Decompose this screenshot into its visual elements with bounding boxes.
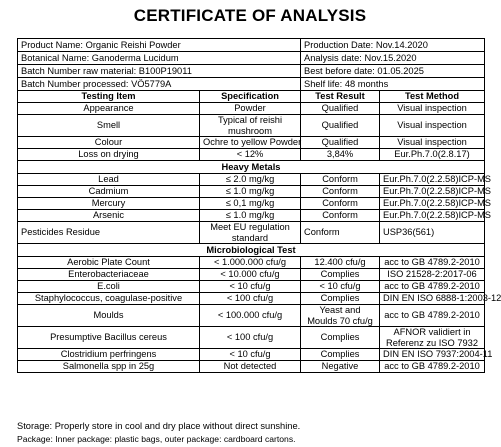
best-before-date: Best before date: 01.05.2025 [301, 65, 485, 78]
cell-item: Colour [18, 137, 200, 149]
column-header-item: Testing Item [18, 91, 200, 103]
info-row [18, 65, 485, 78]
table-row [18, 269, 485, 281]
cell-result: Conform [301, 198, 380, 210]
cell-result: Conform [301, 210, 380, 222]
section-heavy-metals [18, 161, 485, 174]
analysis-table [17, 38, 501, 373]
section-title: Heavy Metals [18, 161, 485, 174]
cell-result: < 10 cfu/g [301, 281, 380, 293]
cell-spec: < 10.000 cfu/g [200, 269, 301, 281]
cell-spec: Powder [200, 103, 301, 115]
cell-method: acc to GB 4789.2-2010 [380, 257, 485, 269]
shelf-life: Shelf life: 48 months [301, 78, 485, 91]
cell-item: Moulds [18, 305, 200, 327]
cell-item: Loss on drying [18, 149, 200, 161]
cell-method: acc to GB 4789.2-2010 [380, 281, 485, 293]
cell-result: Conform [301, 186, 380, 198]
cell-spec: < 12% [200, 149, 301, 161]
table-row [18, 137, 485, 149]
cell-spec: Typical of reishi mushroom [200, 115, 301, 137]
cell-result: Qualified [301, 115, 380, 137]
table-row [18, 103, 485, 115]
table-row [18, 257, 485, 269]
column-header-result: Test Result [301, 91, 380, 103]
cell-spec: Ochre to yellow Powder [200, 137, 301, 149]
cell-item: Pesticides Residue [18, 222, 200, 244]
cell-method: Visual inspection [380, 115, 485, 137]
cell-spec: ≤ 1.0 mg/kg [200, 210, 301, 222]
table-row [18, 198, 485, 210]
cell-method: AFNOR validiert in Referenz zu ISO 7932 [380, 327, 485, 349]
cell-result: Qualified [301, 103, 380, 115]
cell-method: acc to GB 4789.2-2010 [380, 305, 485, 327]
cell-result: Negative [301, 361, 380, 373]
cell-method: ISO 21528-2:2017-06 [380, 269, 485, 281]
cell-method: Eur.Ph.7.0(2.2.58)ICP-MS [380, 186, 485, 198]
table-row-pesticides [18, 222, 485, 244]
cell-method: Eur.Ph.7.0(2.2.58)ICP-MS [380, 210, 485, 222]
cell-item: Smell [18, 115, 200, 137]
cell-result: 12.400 cfu/g [301, 257, 380, 269]
table-row [18, 349, 485, 361]
batch-raw: Batch Number raw material: B100P19011 [18, 65, 301, 78]
table-row [18, 361, 485, 373]
package-note: Package: Inner package: plastic bags, outer package: cardboard cartons. [17, 434, 296, 444]
cell-spec: ≤ 1.0 mg/kg [200, 186, 301, 198]
cell-spec: < 100 cfu/g [200, 293, 301, 305]
table-row [18, 281, 485, 293]
cell-item: Arsenic [18, 210, 200, 222]
cell-method: Visual inspection [380, 137, 485, 149]
cell-item: Lead [18, 174, 200, 186]
cell-spec: < 100 cfu/g [200, 327, 301, 349]
table-row [18, 149, 485, 161]
cell-item: Salmonella spp in 25g [18, 361, 200, 373]
cell-method: acc to GB 4789.2-2010 [380, 361, 485, 373]
cell-item: Clostridium perfringens [18, 349, 200, 361]
cell-spec: < 1.000.000 cfu/g [200, 257, 301, 269]
info-row [18, 78, 485, 91]
cell-result: Complies [301, 327, 380, 349]
cell-method: Eur.Ph.7.0(2.2.58)ICP-MS [380, 174, 485, 186]
production-date: Production Date: Nov.14.2020 [301, 39, 485, 52]
cell-item: E.coli [18, 281, 200, 293]
cell-item: Aerobic Plate Count [18, 257, 200, 269]
cell-method: Eur.Ph.7.0(2.2.58)ICP-MS [380, 198, 485, 210]
cell-result: 3,84% [301, 149, 380, 161]
cell-spec: ≤ 2.0 mg/kg [200, 174, 301, 186]
table-row [18, 293, 485, 305]
cell-item: Staphylococcus, coagulase-positive [18, 293, 200, 305]
cell-spec: Not detected [200, 361, 301, 373]
cell-spec: Meet EU regulation standard [200, 222, 301, 244]
cell-spec: < 100.000 cfu/g [200, 305, 301, 327]
column-header-spec: Specification [200, 91, 301, 103]
storage-note: Storage: Properly store in cool and dry place without direct sunshine. [17, 421, 301, 431]
column-header-method: Test Method [380, 91, 485, 103]
cell-method: Visual inspection [380, 103, 485, 115]
cell-result: Conform [301, 174, 380, 186]
cell-result: Complies [301, 293, 380, 305]
cell-result: Complies [301, 349, 380, 361]
table-row [18, 186, 485, 198]
cell-spec: ≤ 0,1 mg/kg [200, 198, 301, 210]
cell-item: Mercury [18, 198, 200, 210]
table-row [18, 327, 485, 349]
table-row [18, 305, 485, 327]
section-title: Microbiological Test [18, 244, 485, 257]
cell-method: DIN EN ISO 6888-1:2003-12 [380, 293, 485, 305]
cell-spec: < 10 cfu/g [200, 349, 301, 361]
analysis-date: Analysis date: Nov.15.2020 [301, 52, 485, 65]
table-row [18, 115, 485, 137]
column-header-row [18, 91, 485, 103]
table-row [18, 174, 485, 186]
cell-item: Appearance [18, 103, 200, 115]
cell-item: Presumptive Bacillus cereus [18, 327, 200, 349]
cell-method: DIN EN ISO 7937:2004-11 [380, 349, 485, 361]
info-row [18, 39, 485, 52]
document-title: CERTIFICATE OF ANALYSIS [133, 6, 367, 25]
batch-processed: Batch Number processed: VÖ5779A [18, 78, 301, 91]
table-row [18, 210, 485, 222]
cell-result: Qualified [301, 137, 380, 149]
cell-result: Yeast and Moulds 70 cfu/g [301, 305, 380, 327]
cell-result: Complies [301, 269, 380, 281]
product-name: Product Name: Organic Reishi Powder [18, 39, 301, 52]
cell-spec: < 10 cfu/g [200, 281, 301, 293]
cell-item: Cadmium [18, 186, 200, 198]
botanical-name: Botanical Name: Ganoderma Lucidum [18, 52, 301, 65]
cell-method: USP36(561) [380, 222, 485, 244]
cell-item: Enterobacteriaceae [18, 269, 200, 281]
info-row [18, 52, 485, 65]
cell-result: Conform [301, 222, 380, 244]
section-microbiological [18, 244, 485, 257]
cell-method: Eur.Ph.7.0(2.8.17) [380, 149, 485, 161]
